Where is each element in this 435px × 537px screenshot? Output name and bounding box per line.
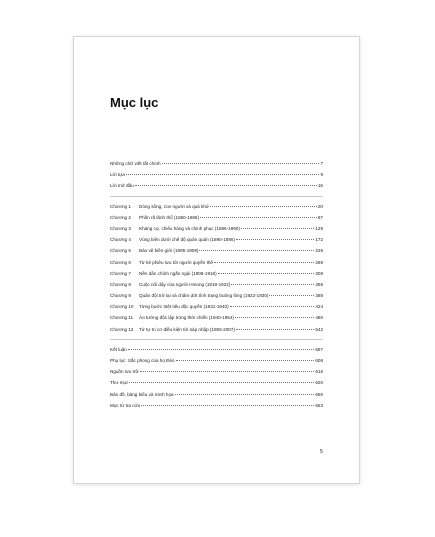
toc-entry xyxy=(110,257,323,268)
toc-chapter-label: Chương 9 xyxy=(110,293,131,299)
toc-chapter-label: Chương 10 xyxy=(110,304,134,310)
toc-entry-title: Vùng biên dưới chế độ quân quản (1890-1895) xyxy=(139,237,235,243)
toc-entry-title: Nguồn lưu trữ xyxy=(110,369,139,375)
toc-entry-title: Từ kẻ phiêu lưu tới người quyền thế xyxy=(139,259,213,265)
toc-page-number: 87 xyxy=(317,214,323,220)
toc-leader-dots xyxy=(175,394,315,395)
toc-page-number: 20 xyxy=(317,203,323,209)
toc-leader-dots xyxy=(126,174,320,175)
toc-chapter-label: Chương 8 xyxy=(110,281,131,287)
toc-entry-title: Lời tựa xyxy=(110,172,125,178)
toc-entry-title: Thư mục xyxy=(110,380,129,386)
toc-entry xyxy=(110,279,323,290)
toc-leader-dots xyxy=(235,317,314,318)
toc-page-number: 388 xyxy=(315,293,323,299)
toc-leader-dots xyxy=(214,262,314,263)
toc-leader-dots xyxy=(200,217,317,218)
toc-page-number: 597 xyxy=(315,346,323,352)
toc-chapter-label: Chương 4 xyxy=(110,237,131,243)
toc-page-number: 620 xyxy=(315,380,323,386)
toc-page-number: 16 xyxy=(317,183,323,189)
toc-chapter-label: Chương 3 xyxy=(110,225,131,231)
toc-leader-dots xyxy=(129,382,314,383)
toc-entry-title: Những chữ viết tắt chính xyxy=(110,161,161,166)
toc-entry-title: Nền dân chính ngắn ngủi (1909-1918) xyxy=(139,270,217,276)
toc-entry xyxy=(110,169,323,180)
toc-entry xyxy=(110,366,323,377)
toc-entry xyxy=(110,324,323,335)
toc-entry-title: Phụ lục: Sắc phong của họ Đèo xyxy=(110,358,175,363)
toc-page-number: 358 xyxy=(315,281,323,287)
toc-leader-dots xyxy=(199,250,314,251)
toc-page-number: 480 xyxy=(315,315,323,321)
toc-entry xyxy=(110,355,323,366)
page-number: 5 xyxy=(320,449,323,455)
page-title: Mục lục xyxy=(110,95,159,110)
toc-entry xyxy=(110,212,323,223)
toc-entry xyxy=(110,290,323,301)
toc-leader-dots xyxy=(269,295,314,296)
toc-front-matter xyxy=(110,158,323,197)
toc-leader-dots xyxy=(236,239,314,240)
toc-entry-title: Kết luận xyxy=(110,346,127,352)
toc-entry-title: Kháng cự, chiêu hàng và chinh phục (1886-1890) xyxy=(139,225,240,231)
toc-entry xyxy=(110,377,323,388)
toc-entry-title: Từ tự trị cơ điều kiện tới sáp nhập (1955-2007) xyxy=(139,326,235,332)
toc-page-number: 7 xyxy=(320,161,323,166)
toc-page-number: 172 xyxy=(315,237,323,243)
toc-entry-title: Bảo vệ biên giới (1895-1909) xyxy=(139,248,199,254)
toc-entry-title: Quân đội trở lại và chấm dứt tình trạng buông lỏng (1922-1930) xyxy=(139,293,269,299)
toc-chapter-label: Chương 1 xyxy=(110,203,131,209)
toc-entry xyxy=(110,301,323,312)
toc-leader-dots xyxy=(141,405,314,406)
toc-page-number: 616 xyxy=(315,369,323,375)
toc-entry-title: Cuộc nổi dậy của người Hmong (1918-1922) xyxy=(139,281,231,287)
toc-entry-title: Bản đồ, bảng biểu và minh họa xyxy=(110,391,174,397)
toc-chapter-label: Chương 12 xyxy=(110,326,134,332)
toc-entry xyxy=(110,312,323,323)
toc-chapter-label: Chương 2 xyxy=(110,214,131,220)
toc-leader-dots xyxy=(140,371,315,372)
toc-page-number: 269 xyxy=(315,259,323,265)
toc-page-number: 9 xyxy=(320,172,323,178)
toc-chapter-label: Chương 11 xyxy=(110,315,134,321)
toc-page-number: 650 xyxy=(315,391,323,397)
toc-leader-dots xyxy=(231,284,314,285)
toc-leader-dots xyxy=(128,349,314,350)
toc-entry-title: Từng bước triệt tiêu độc quyền (1931-1940) xyxy=(139,304,229,310)
toc-entry xyxy=(110,201,323,212)
toc-entry-title: Dòng sông, con người và quá khứ xyxy=(139,203,209,209)
toc-leader-dots xyxy=(162,163,320,164)
toc-leader-dots xyxy=(241,228,314,229)
toc-entry xyxy=(110,158,323,169)
toc-entry xyxy=(110,245,323,256)
toc-leader-dots xyxy=(210,206,317,207)
toc-page-number: 542 xyxy=(315,326,323,332)
toc-entry-title: Lời mở đầu xyxy=(110,183,134,189)
toc-leader-dots xyxy=(230,306,315,307)
toc-page-number: 129 xyxy=(315,225,323,231)
toc-chapters xyxy=(110,201,323,340)
toc-entry xyxy=(110,389,323,400)
toc-chapter-label: Chương 6 xyxy=(110,259,131,265)
toc-leader-dots xyxy=(236,329,314,330)
toc-entry xyxy=(110,400,323,411)
toc-page-number: 308 xyxy=(315,270,323,276)
toc-entry xyxy=(110,344,323,355)
toc-entry xyxy=(110,268,323,279)
toc-chapter-label: Chương 5 xyxy=(110,248,131,254)
toc-leader-dots xyxy=(176,360,315,361)
table-of-contents xyxy=(110,158,323,419)
toc-chapter-label: Chương 7 xyxy=(110,270,131,276)
toc-entry-title: Mục từ tra cứu xyxy=(110,402,141,408)
toc-page-number: 606 xyxy=(315,358,323,363)
toc-entry xyxy=(110,234,323,245)
toc-page-number: 653 xyxy=(315,402,323,408)
toc-page-number: 424 xyxy=(315,304,323,310)
toc-entry-title: Phồn rã lãnh thổ (1860-1886) xyxy=(139,214,200,220)
toc-entry xyxy=(110,180,323,191)
toc-leader-dots xyxy=(135,185,317,186)
book-page xyxy=(73,36,360,484)
toc-back-matter xyxy=(110,344,323,415)
toc-entry xyxy=(110,223,323,234)
toc-entry-title: Ảo tưởng độc lập trong thời chiến (1940-1954) xyxy=(139,315,234,321)
toc-leader-dots xyxy=(218,273,315,274)
toc-page-number: 225 xyxy=(315,248,323,254)
